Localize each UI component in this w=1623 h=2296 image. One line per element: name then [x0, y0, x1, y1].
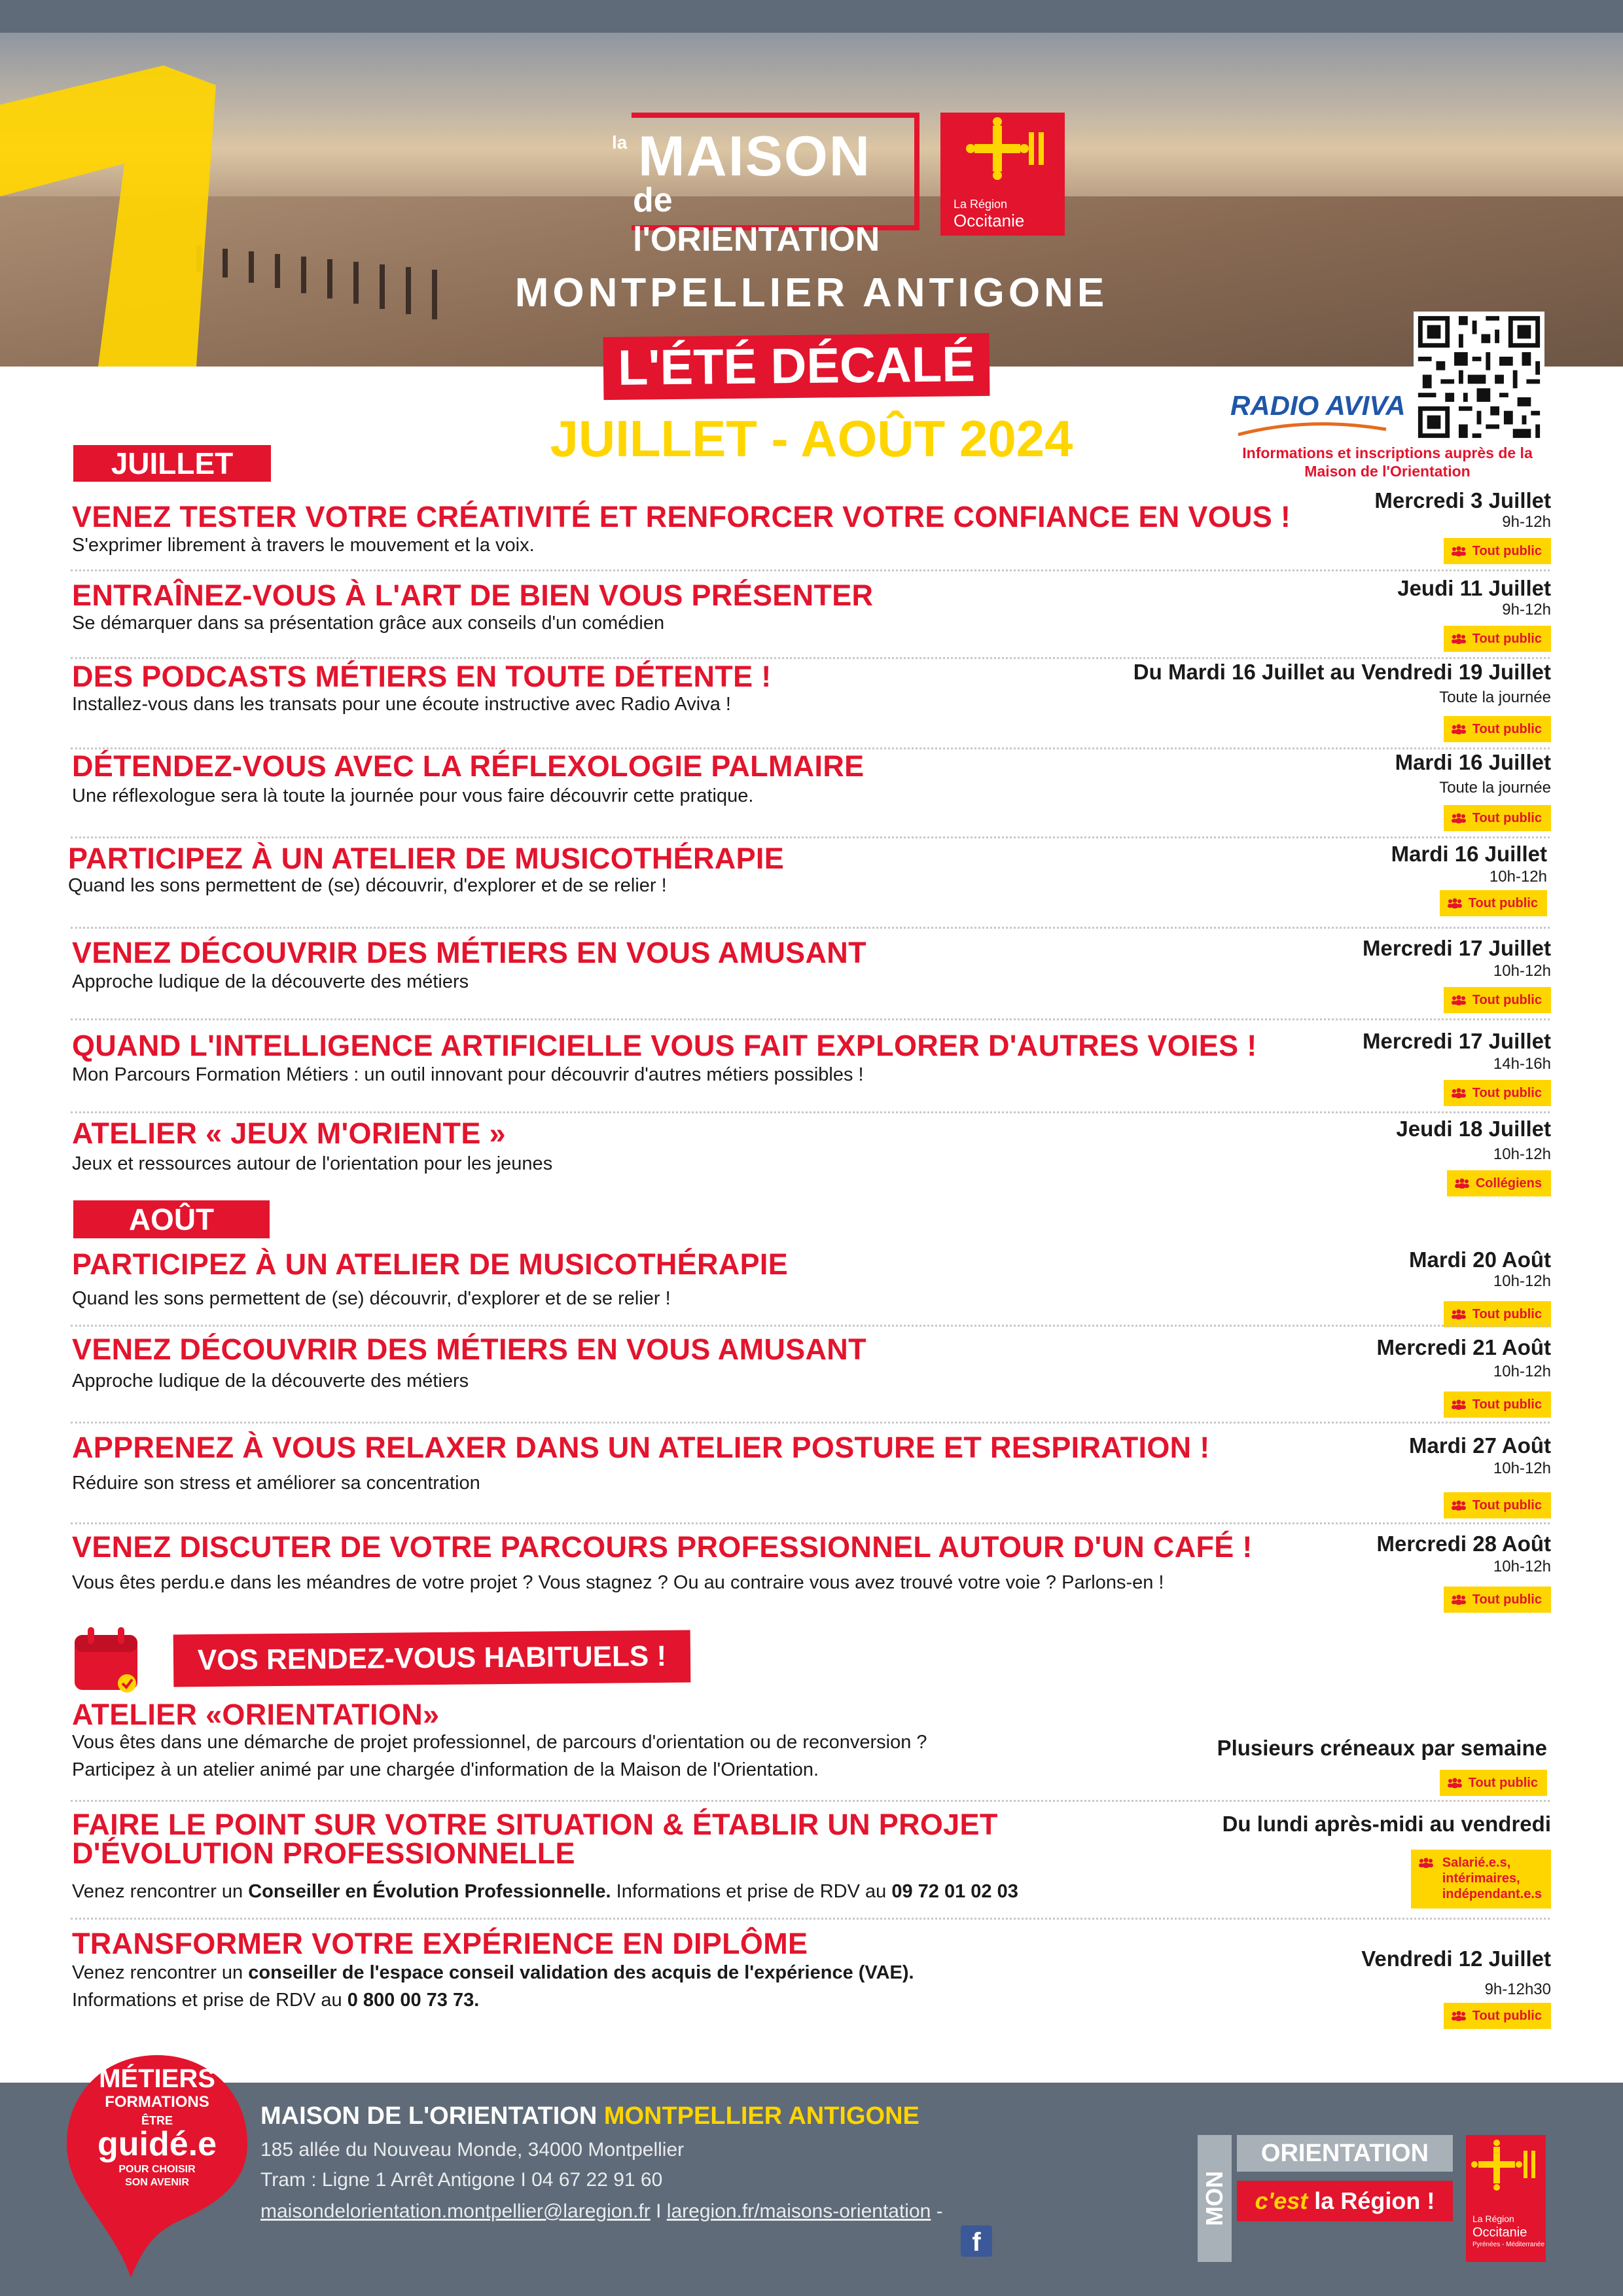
mon-label: MON: [1201, 2171, 1228, 2226]
event-date: Mercredi 17 Juillet: [1363, 1029, 1551, 1053]
people-icon: [1450, 1088, 1467, 1098]
separator: [71, 1111, 1550, 1113]
orientation-label: ORIENTATION: [1237, 2135, 1453, 2172]
audience-label: Collégiens: [1475, 1176, 1542, 1191]
occitan-cross-icon: [1466, 2135, 1546, 2207]
event-title: ATELIER «ORIENTATION»: [72, 1698, 440, 1731]
audience-label: Tout public: [1472, 2009, 1542, 2023]
audience-badge: [1444, 626, 1551, 652]
separator: [71, 1018, 1550, 1020]
event-date: Mardi 16 Juillet: [1391, 842, 1547, 866]
event-description: Vous êtes perdu.e dans les méandres de votre projet ? Vous stagnez ? Ou au contraire vous avez trouvé votre voie ? Parlons-en !: [72, 1572, 1164, 1593]
event-description: Se démarquer dans sa présentation grâce aux conseils d'un comédien: [72, 613, 665, 634]
event-description: Quand les sons permettent de (se) découvrir, d'explorer et de se relier !: [68, 875, 667, 896]
email-link[interactable]: maisondelorientation.montpellier@laregion.fr: [260, 2200, 651, 2222]
main-title-banner: [603, 333, 990, 400]
event-time: 10h-12h: [1493, 1272, 1551, 1290]
footer-tram-phone: Tram : Ligne 1 Arrêt Antigone I 04 67 22 91 60: [260, 2169, 663, 2191]
event-date: Vendredi 12 Juillet: [1361, 1946, 1551, 1971]
event-time: 9h-12h: [1502, 601, 1551, 619]
event-date: Plusieurs créneaux par semaine: [1217, 1736, 1547, 1760]
month-label-july: JUILLET: [73, 445, 271, 482]
event-description: Approche ludique de la découverte des métiers: [72, 1371, 469, 1391]
event-description: Installez-vous dans les transats pour une écoute instructive avec Radio Aviva !: [72, 694, 731, 715]
region-small-label: La Région: [954, 198, 1008, 211]
event-time: 9h-12h30: [1484, 1981, 1551, 1998]
people-icon: [1450, 1309, 1467, 1319]
audience-label: Tout public: [1472, 544, 1542, 558]
registration-info: Informations et inscriptions auprès de la Maison de l'Orientation: [1242, 444, 1533, 480]
separator: [71, 1325, 1550, 1327]
event-time: Toute la journée: [1439, 779, 1551, 797]
footer-address: 185 allée du Nouveau Monde, 34000 Montpellier: [260, 2139, 685, 2161]
separator: [71, 1522, 1550, 1524]
audience-badge: [1444, 1587, 1551, 1613]
audience-badge: [1444, 1391, 1551, 1418]
event-time: 10h-12h: [1493, 962, 1551, 980]
event-description: Participez à un atelier animé par une chargée d'information de la Maison de l'Orientation.: [72, 1759, 819, 1780]
separator: [71, 569, 1550, 571]
audience-label: Salarié.e.s,: [1442, 1856, 1511, 1870]
pin-line-4: guidé.e: [97, 2125, 217, 2163]
separator: [71, 657, 1550, 659]
footer-org-name: MAISON DE L'ORIENTATION MONTPELLIER ANTIGONE: [260, 2102, 919, 2130]
event-time: 10h-12h: [1493, 1460, 1551, 1477]
event-title: ATELIER « JEUX M'ORIENTE »: [72, 1117, 506, 1150]
location-title: MONTPELLIER ANTIGONE: [514, 270, 1109, 315]
calendar-icon: [71, 1623, 143, 1695]
event-date: Mercredi 17 Juillet: [1363, 936, 1551, 960]
region-name: Occitanie: [954, 211, 1025, 230]
event-time: 10h-12h: [1493, 1558, 1551, 1575]
maison-orientation-logo: [612, 113, 919, 259]
audience-label: Tout public: [1468, 896, 1538, 910]
event-description: Quand les sons permettent de (se) découvrir, d'explorer et de se relier !: [72, 1288, 671, 1309]
event-title: DÉTENDEZ-VOUS AVEC LA RÉFLEXOLOGIE PALMAIRE: [72, 749, 865, 783]
audience-label: Tout public: [1468, 1776, 1538, 1790]
audience-label: Tout public: [1472, 1498, 1542, 1513]
period-title: JUILLET - AOÛT 2024: [550, 410, 1073, 467]
people-icon: [1446, 898, 1463, 908]
audience-label: Tout public: [1472, 1397, 1542, 1412]
event-title: VENEZ DISCUTER DE VOTRE PARCOURS PROFESSIONNEL AUTOUR D'UN CAFÉ !: [72, 1530, 1253, 1564]
event-date: Mercredi 28 Août: [1376, 1532, 1551, 1556]
audience-label: Tout public: [1472, 993, 1542, 1007]
audience-label: Tout public: [1472, 632, 1542, 646]
audience-label: Tout public: [1472, 1592, 1542, 1607]
audience-badge: [1444, 987, 1551, 1013]
audience-badge: [1440, 1770, 1547, 1796]
event-description: Venez rencontrer un conseiller de l'espace conseil validation des acquis de l'expérience (VAE).: [72, 1962, 914, 1983]
people-icon: [1418, 1857, 1435, 1868]
event-time: 10h-12h: [1493, 1363, 1551, 1380]
main-title: L'ÉTÉ DÉCALÉ: [617, 336, 976, 396]
event-title: ENTRAÎNEZ-VOUS À L'ART DE BIEN VOUS PRÉSENTER: [72, 579, 874, 612]
cest-la-region: c'est la Région !: [1237, 2181, 1453, 2221]
event-date: Du Mardi 16 Juillet au Vendredi 19 Juillet: [1133, 660, 1551, 684]
top-bar: [0, 0, 1623, 33]
event-description: Venez rencontrer un Conseiller en Évolution Professionnelle. Informations et prise de RDV au 09 72 01 02 03: [72, 1881, 1018, 1902]
people-icon: [1450, 995, 1467, 1005]
audience-label: intérimaires,: [1442, 1871, 1520, 1886]
event-date: Mardi 27 Août: [1409, 1433, 1551, 1458]
people-icon: [1454, 1178, 1471, 1189]
pin-line-6: SON AVENIR: [125, 2177, 189, 2188]
people-icon: [1450, 724, 1467, 734]
event-title-line2: D'ÉVOLUTION PROFESSIONNELLE: [72, 1837, 575, 1870]
event-date: Mercredi 3 Juillet: [1374, 488, 1551, 512]
event-date: Mardi 20 Août: [1409, 1247, 1551, 1272]
event-title: VENEZ DÉCOUVRIR DES MÉTIERS EN VOUS AMUSANT: [72, 936, 866, 969]
event-title: DES PODCASTS MÉTIERS EN TOUTE DÉTENTE !: [72, 660, 772, 693]
event-date: Mercredi 21 Août: [1376, 1335, 1551, 1359]
audience-badge: [1444, 2003, 1551, 2029]
event-description: Approche ludique de la découverte des métiers: [72, 971, 469, 992]
audience-label: Tout public: [1472, 1307, 1542, 1321]
audience-badge: [1444, 1080, 1551, 1106]
separator: [71, 927, 1550, 929]
separator: [71, 1800, 1550, 1802]
occitan-cross-icon: [940, 113, 1065, 191]
people-icon: [1450, 634, 1467, 644]
people-icon: [1450, 813, 1467, 823]
event-description: Réduire son stress et améliorer sa concentration: [72, 1473, 480, 1494]
audience-label: indépendant.e.s: [1442, 1887, 1542, 1901]
event-title: PARTICIPEZ À UN ATELIER DE MUSICOTHÉRAPIE: [68, 842, 785, 875]
event-date: Mardi 16 Juillet: [1395, 750, 1551, 774]
people-icon: [1450, 2011, 1467, 2021]
people-icon: [1450, 1399, 1467, 1410]
facebook-icon[interactable]: f: [961, 2225, 992, 2257]
footer-links: maisondelorientation.montpellier@laregion.fr I laregion.fr/maisons-orientation -: [260, 2200, 943, 2222]
people-icon: [1446, 1778, 1463, 1788]
separator: [71, 1422, 1550, 1424]
region-occitanie-logo: [940, 113, 1065, 236]
mon-orientation-region-logo: [1198, 2135, 1546, 2262]
month-label-august: AOÛT: [73, 1200, 270, 1238]
event-title: PARTICIPEZ À UN ATELIER DE MUSICOTHÉRAPIE: [72, 1247, 789, 1281]
audience-badge: [1444, 538, 1551, 564]
qr-code[interactable]: [1414, 312, 1544, 442]
radio-name: RADIO AVIVA: [1230, 390, 1406, 421]
event-time: Toute la journée: [1439, 689, 1551, 706]
radio-aviva-logo: [1224, 386, 1407, 439]
audience-badge: [1447, 1170, 1551, 1196]
audience-label: Tout public: [1472, 811, 1542, 825]
event-title: FAIRE LE POINT SUR VOTRE SITUATION & ÉTABLIR UN PROJET: [72, 1808, 998, 1841]
event-time: 10h-12h: [1489, 868, 1547, 886]
event-time: 9h-12h: [1502, 513, 1551, 531]
event-time: 14h-16h: [1493, 1055, 1551, 1073]
event-description: Une réflexologue sera là toute la journée pour vous faire découvrir cette pratique.: [72, 785, 754, 806]
pin-line-1: MÉTIERS: [99, 2064, 215, 2093]
website-link[interactable]: laregion.fr/maisons-orientation: [666, 2200, 931, 2222]
audience-label: Tout public: [1472, 722, 1542, 736]
habituels-banner: [173, 1630, 691, 1687]
audience-badge: [1444, 716, 1551, 742]
separator: [71, 836, 1550, 838]
pin-line-5: POUR CHOISIR: [118, 2164, 196, 2175]
region-occitanie-footer-logo: La Région Occitanie Pyrénées - Méditerranée: [1466, 2135, 1546, 2262]
event-description: S'exprimer librement à travers le mouvement et la voix.: [72, 535, 535, 556]
separator: [71, 1918, 1550, 1920]
logo-maison: MAISON: [638, 125, 871, 188]
audience-label: Tout public: [1472, 1086, 1542, 1100]
pin-line-2: FORMATIONS: [105, 2093, 209, 2111]
audience-badge: [1444, 805, 1551, 831]
logo-subtitle: de l'ORIENTATION: [633, 181, 880, 259]
event-title: QUAND L'INTELLIGENCE ARTIFICIELLE VOUS FAIT EXPLORER D'AUTRES VOIES !: [72, 1029, 1257, 1062]
event-title: VENEZ TESTER VOTRE CRÉATIVITÉ ET RENFORCER VOTRE CONFIANCE EN VOUS !: [72, 500, 1291, 533]
event-description: Vous êtes dans une démarche de projet professionnel, de parcours d'orientation ou de reconversion ?: [72, 1732, 927, 1753]
audience-badge: [1411, 1850, 1551, 1909]
event-date: Du lundi après-midi au vendredi: [1222, 1812, 1551, 1836]
people-icon: [1450, 546, 1467, 556]
event-description: Informations et prise de RDV au 0 800 00 73 73.: [72, 1990, 480, 2011]
people-icon: [1450, 1500, 1467, 1511]
event-title: VENEZ DÉCOUVRIR DES MÉTIERS EN VOUS AMUSANT: [72, 1333, 866, 1366]
audience-badge: [1440, 890, 1547, 916]
event-date: Jeudi 11 Juillet: [1397, 576, 1551, 600]
event-title: TRANSFORMER VOTRE EXPÉRIENCE EN DIPLÔME: [72, 1927, 808, 1960]
people-icon: [1450, 1594, 1467, 1605]
audience-badge: [1444, 1301, 1551, 1327]
event-description: Mon Parcours Formation Métiers : un outil innovant pour découvrir d'autres métiers possibles !: [72, 1064, 864, 1085]
audience-badge: [1444, 1492, 1551, 1518]
metiers-formations-pin: [59, 2049, 255, 2284]
event-description: Jeux et ressources autour de l'orientation pour les jeunes: [72, 1153, 553, 1174]
habituels-title: VOS RENDEZ-VOUS HABITUELS !: [197, 1640, 667, 1677]
event-time: 10h-12h: [1493, 1145, 1551, 1163]
event-title: APPRENEZ À VOUS RELAXER DANS UN ATELIER POSTURE ET RESPIRATION !: [72, 1431, 1210, 1464]
yellow-one-graphic: [0, 65, 236, 367]
pin-line-3: ÊTRE: [141, 2114, 173, 2127]
event-date: Jeudi 18 Juillet: [1396, 1117, 1551, 1141]
logo-la: la: [612, 132, 628, 152]
radio-swoosh-icon: [1237, 420, 1387, 437]
